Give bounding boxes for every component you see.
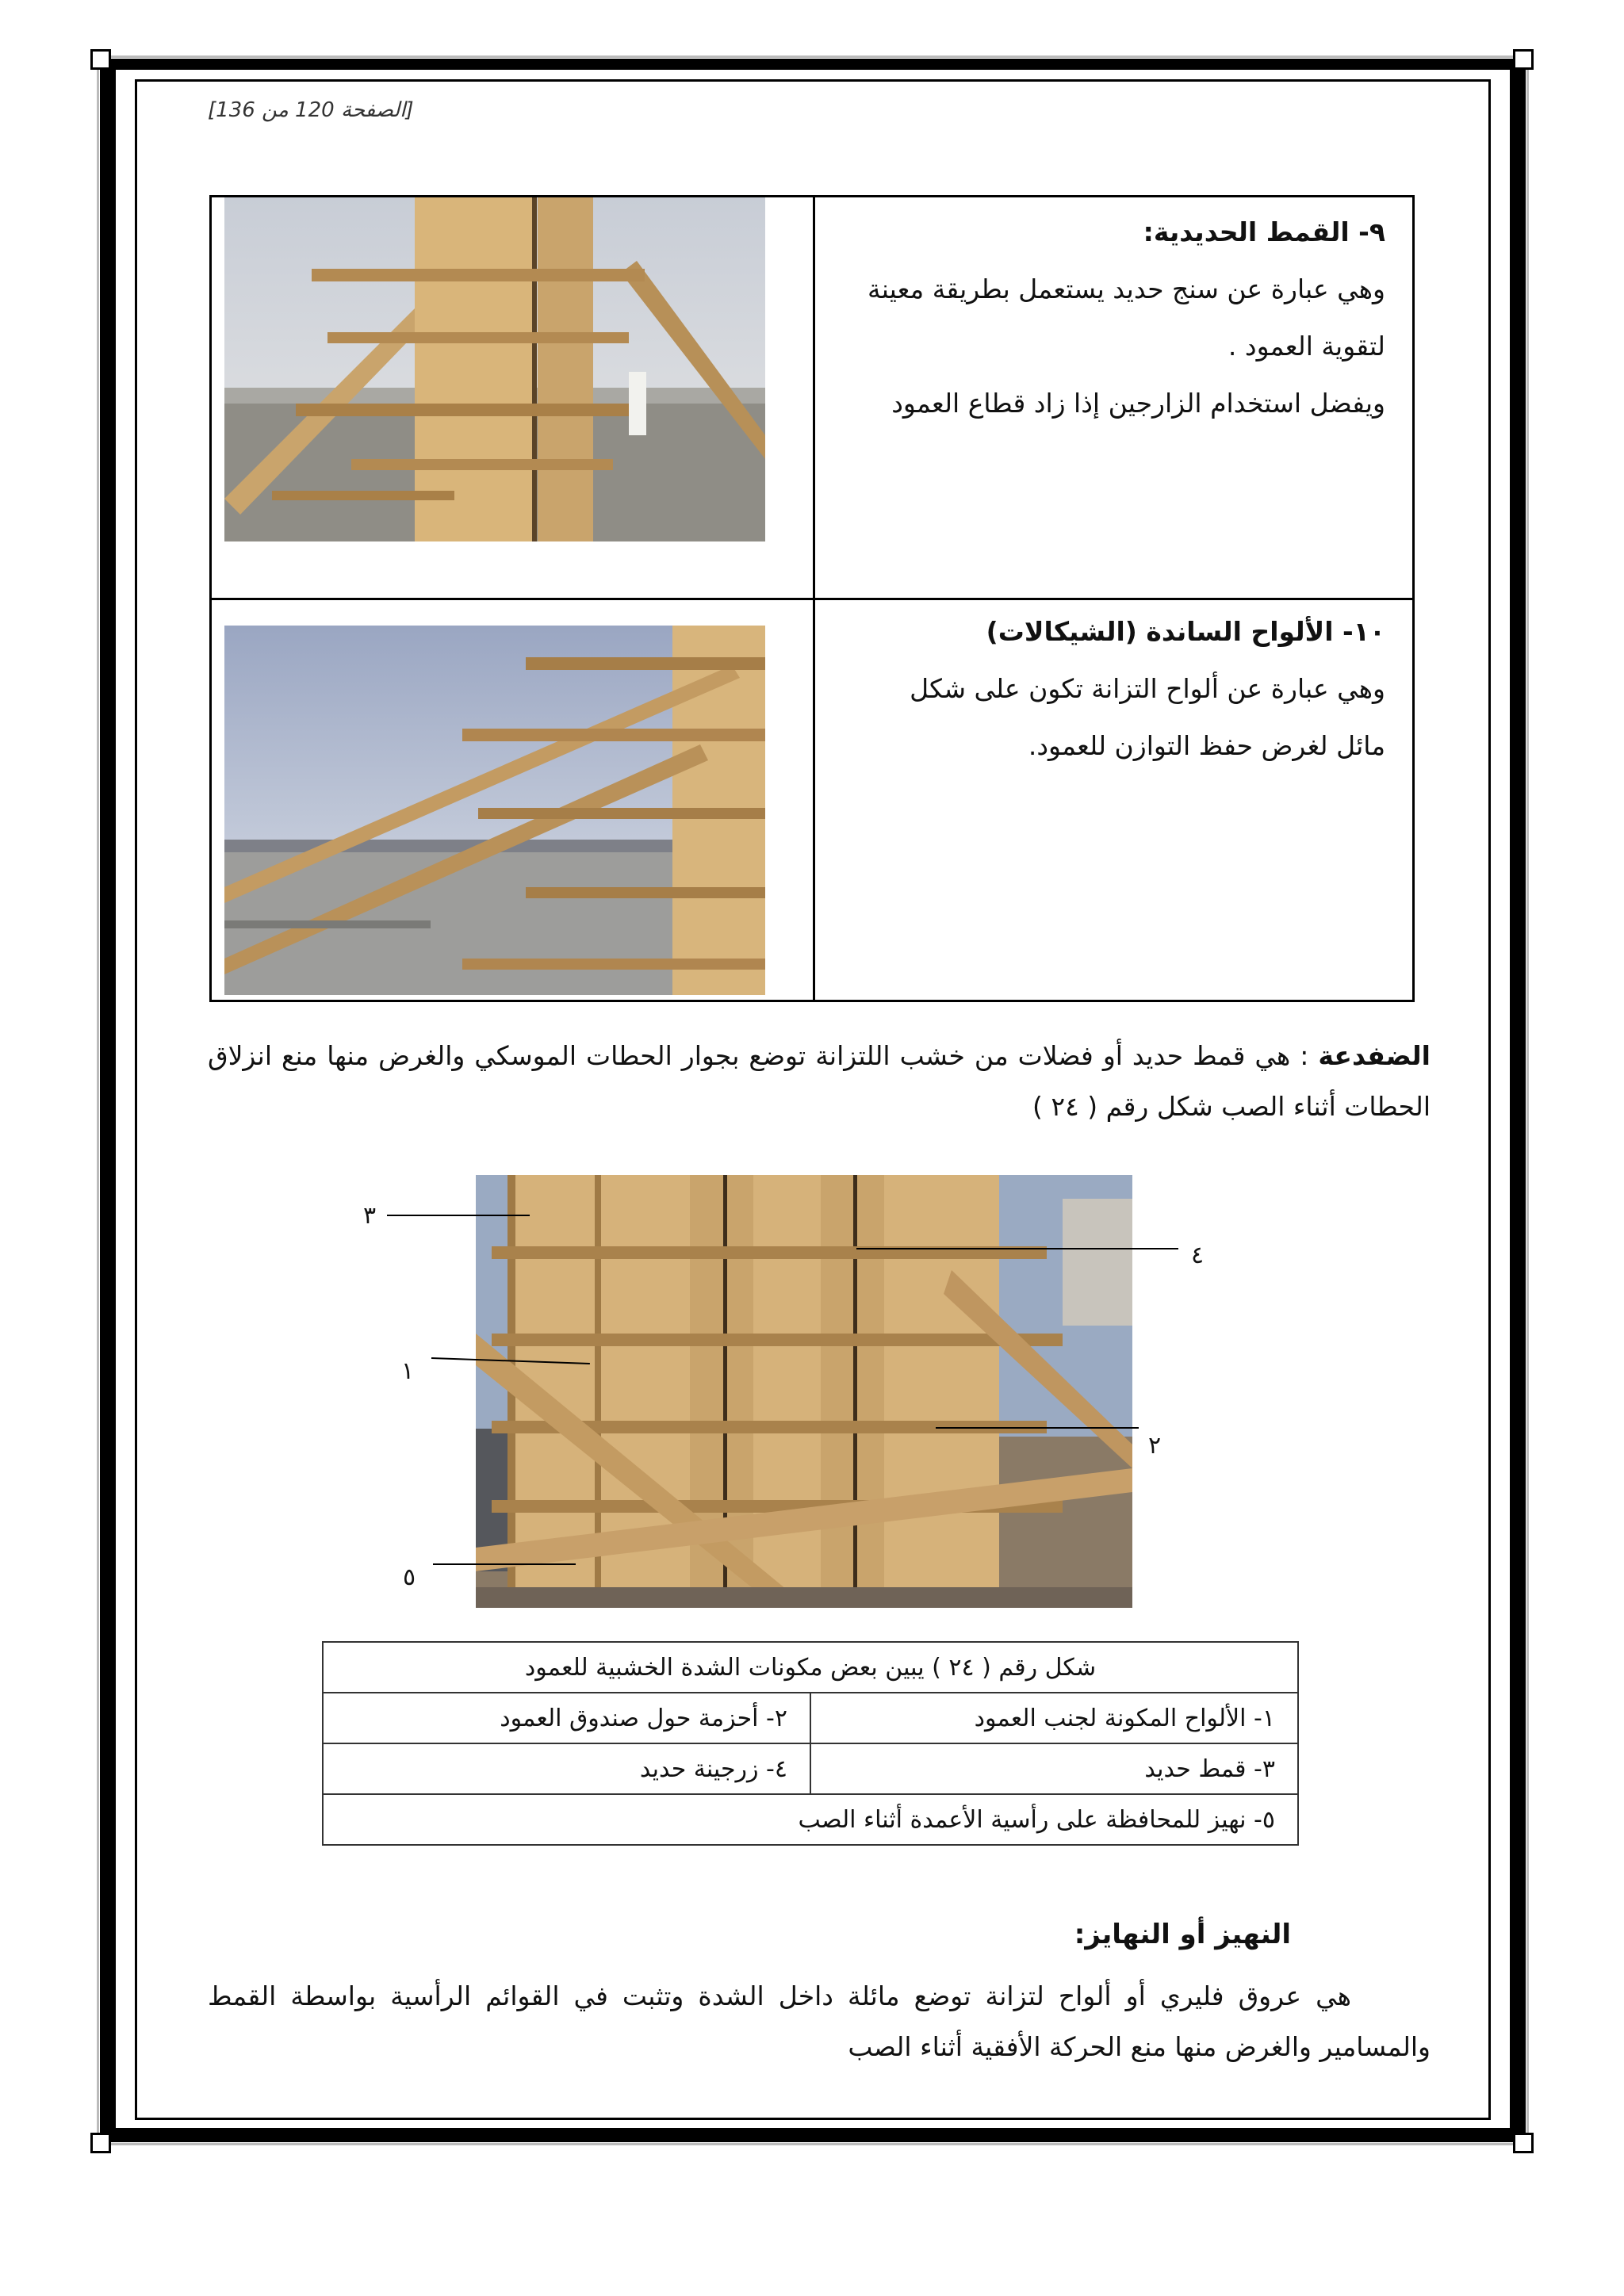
callout-1: ١ bbox=[401, 1357, 415, 1385]
item-9-line: ويفضل استخدام الزارجين إذا زاد قطاع العمود bbox=[891, 388, 1385, 419]
callout-3-leader bbox=[387, 1215, 530, 1216]
frame-corner bbox=[1513, 2133, 1534, 2153]
figure-caption-table bbox=[322, 1641, 1299, 1846]
callout-2: ٢ bbox=[1148, 1432, 1162, 1460]
frame-corner bbox=[1513, 49, 1534, 70]
item-9-text bbox=[822, 204, 1385, 432]
table-divider bbox=[212, 598, 1412, 600]
caption-item-5: ٥- نهيز للمحافظة على رأسية الأعمدة أثناء الصب bbox=[323, 1794, 1298, 1845]
item-9-line: وهي عبارة عن سنج حديد يستعمل بطريقة معينة bbox=[868, 274, 1385, 304]
item-10-line: مائل لغرض حفظ التوازن للعمود. bbox=[1028, 730, 1385, 761]
item-10-line: وهي عبارة عن ألواح التزانة تكون على شكل bbox=[910, 673, 1385, 704]
item-10-text bbox=[822, 603, 1385, 775]
braces-heading: النهيز أو النهايز: bbox=[1074, 1919, 1291, 1950]
page-number: [الصفحة 120 من 136] bbox=[208, 98, 414, 122]
frog-paragraph bbox=[208, 1031, 1431, 1132]
frog-term: الضفدعة bbox=[1318, 1040, 1431, 1071]
callout-5: ٥ bbox=[403, 1563, 416, 1591]
frog-text: : هي قمط حديد أو فضلات من خشب اللتزانة توضع بجوار الحطات الموسكي والغرض منها منع انزلاق الحطات أثناء الصب شكل رقم ( ٢٤ ) bbox=[208, 1040, 1431, 1122]
figure-caption-title: شكل رقم ( ٢٤ ) يبين بعض مكونات الشدة الخشبية للعمود bbox=[323, 1642, 1298, 1693]
callout-2-leader bbox=[936, 1427, 1139, 1429]
frame-corner bbox=[90, 2133, 111, 2153]
frame-corner bbox=[90, 49, 111, 70]
figure-24-photo bbox=[476, 1175, 1132, 1608]
callout-5-leader bbox=[433, 1563, 576, 1565]
photo-steel-clamps bbox=[224, 197, 765, 541]
photo-inclined-braces bbox=[224, 626, 765, 995]
braces-paragraph: هي عروق فليري أو ألواح لتزانة توضع مائلة داخل الشدة وتثبت في القوائم الرأسية بواسطة القمط والمسامير والغرض منها منع الحركة الأفقية أثناء الصب bbox=[208, 1980, 1431, 2062]
callout-4-leader bbox=[856, 1248, 1178, 1249]
item-10-heading: ١٠- الألواح الساندة (الشيكالات) bbox=[986, 616, 1385, 647]
callout-3: ٣ bbox=[363, 1202, 377, 1230]
item-9-line: لتقوية العمود . bbox=[1228, 331, 1385, 362]
items-table bbox=[209, 195, 1415, 1002]
caption-item-4: ٤- زرجينة حديد bbox=[323, 1743, 810, 1794]
caption-item-2: ٢- أحزمة حول صندوق العمود bbox=[323, 1693, 810, 1743]
caption-item-1: ١- الألواح المكونة لجنب العمود bbox=[810, 1693, 1298, 1743]
item-9-heading: ٩- القمط الحديدية: bbox=[1143, 216, 1385, 247]
table-divider bbox=[813, 197, 815, 1000]
callout-4: ٤ bbox=[1191, 1242, 1205, 1269]
caption-item-3: ٣- قمط حديد bbox=[810, 1743, 1298, 1794]
